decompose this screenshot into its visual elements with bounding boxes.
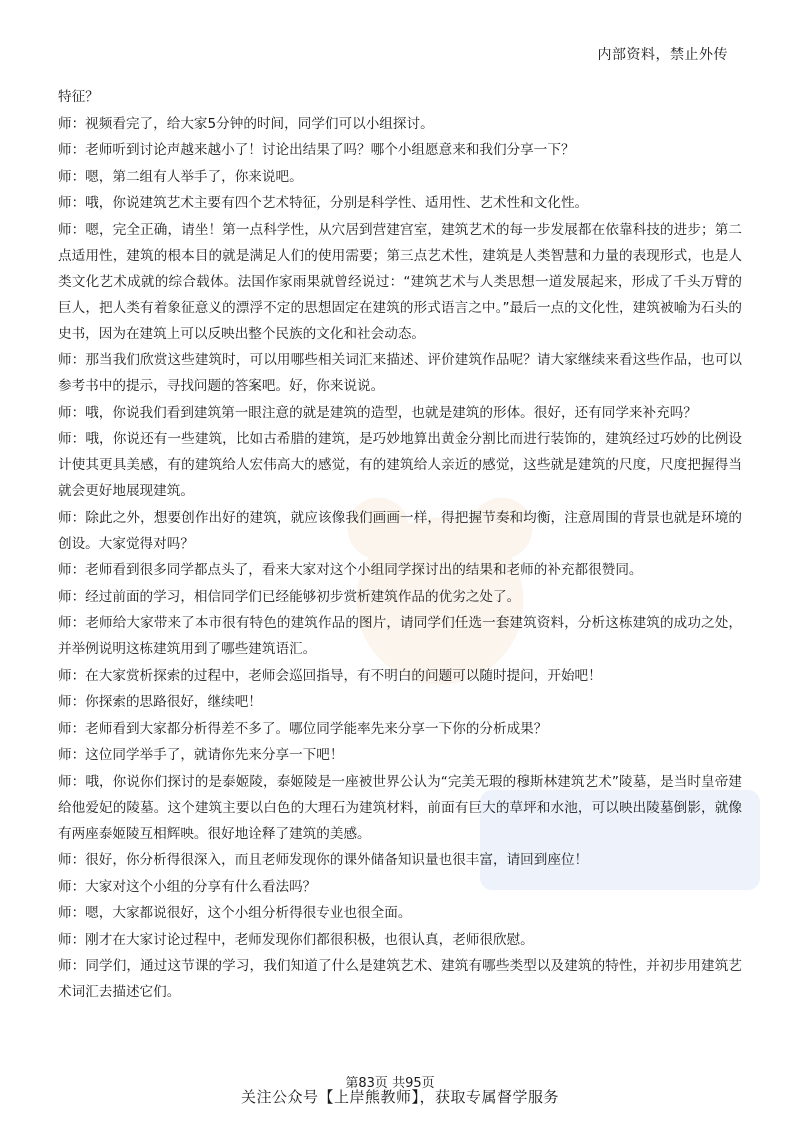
paragraph: 师：视频看完了，给大家5分钟的时间，同学们可以小组探讨。 [58,115,434,132]
paragraph: 师：老师看到很多同学都点头了，看来大家对这个小组同学探讨出的结果和老师的补充都很赞同。 [58,562,643,578]
paragraph: 师：哦，你说你们探讨的是泰姬陵，泰姬陵是一座被世界公认为“完美无瑕的穆斯林建筑艺术”陵墓，是当时皇帝建给他爱妃的陵墓。这个建筑主要以白色的大理石为建筑材料，前面有巨大的草坪和水池，可以映出陵墓倒影，就像有两座泰姬陵互相辉映。很好地诠释了建筑的美感。 [58,773,742,842]
footer-promo-text: 关注公众号【上岸熊教师】，获取专属督学服务 [240,1088,559,1106]
paragraph: 特征？ [58,89,99,105]
paragraph: 师：嗯，完全正确，请坐！第一点科学性，从穴居到营建宫室，建筑艺术的每一步发展都在依靠科技的进步；第二点适用性，建筑的根本目的就是满足人们的使用需要；第三点艺术性，建筑是人类智慧和力量的表现形式，也是人类文化艺术成就的综合载体。法国作家雨果就曾经说过：“建筑艺术与人类思想一道发展起来，形成了千头万臂的巨人，把人类有着象征意义的漂浮不定的思想固定在建筑的形式语言之中。”最后一点的文化性，建筑被喻为石头的史书，因为在建筑上可以反映出整个民族的文化和社会动态。 [58,221,742,342]
paragraph: 师：大家对这个小组的分享有什么看法吗？ [58,878,317,895]
paragraph: 师：你探索的思路很好，继续吧！ [58,694,262,710]
document-body [58,84,742,1006]
paragraph: 师：哦，你说我们看到建筑第一眼注意的就是建筑的造型，也就是建筑的形体。很好，还有同学来补充吗？ [58,404,697,421]
paragraph: 师：在大家赏析探索的过程中，老师会巡回指导，有不明白的问题可以随时提问，开始吧！ [58,667,602,684]
paragraph: 师：嗯，第二组有人举手了，你来说吧。 [58,168,303,185]
paragraph: 师：这位同学举手了，就请你先来分享一下吧！ [58,747,344,763]
paragraph: 师：很好，你分析得很深入，而且老师发现你的课外储备知识量也很丰富，请回到座位！ [58,852,589,868]
paragraph: 师：除此之外，想要创作出好的建筑，就应该像我们画画一样，得把握节奏和均衡，注意周围的背景也就是环境的创设。大家觉得对吗？ [58,509,742,552]
confidential-note: 内部资料，禁止外传 [597,47,728,63]
paragraph: 师：老师看到大家都分析得差不多了。哪位同学能率先来分享一下你的分析成果？ [58,720,548,737]
page-number: 第83页 共95页 [345,1076,435,1091]
paragraph: 师：那当我们欣赏这些建筑时，可以用哪些相关词汇来描述、评价建筑作品呢？请大家继续来看这些作品，也可以参考书中的提示，寻找问题的答案吧。好，你来说说。 [58,352,742,394]
paragraph: 师：哦，你说还有一些建筑，比如古希腊的建筑，是巧妙地算出黄金分割比而进行装饰的，建筑经过巧妙的比例设计使其更具美感，有的建筑给人宏伟高大的感觉，有的建筑给人亲近的感觉，这些就是建筑的尺度，尺度把握得当就会更好地展现建筑。 [58,431,742,499]
paragraph: 师：老师听到讨论声越来越小了！讨论出结果了吗？哪个小组愿意来和我们分享一下？ [58,142,575,158]
paragraph: 师：老师给大家带来了本市很有特色的建筑作品的图片，请同学们任选一套建筑资料，分析这栋建筑的成功之处，并举例说明这栋建筑用到了哪些建筑语汇。 [58,615,742,657]
paragraph: 师：同学们，通过这节课的学习，我们知道了什么是建筑艺术、建筑有哪些类型以及建筑的特性，并初步用建筑艺术词汇去描述它们。 [58,958,742,1000]
paragraph: 师：刚才在大家讨论过程中，老师发现你们都很积极，也很认真，老师很欣慰。 [58,931,534,948]
paragraph: 师：经过前面的学习，相信同学们已经能够初步赏析建筑作品的优劣之处了。 [58,588,521,605]
paragraph: 师：嗯，大家都说很好，这个小组分析得很专业也很全面。 [58,905,412,921]
paragraph: 师：哦，你说建筑艺术主要有四个艺术特征，分别是科学性、适用性、艺术性和文化性。 [58,195,589,211]
